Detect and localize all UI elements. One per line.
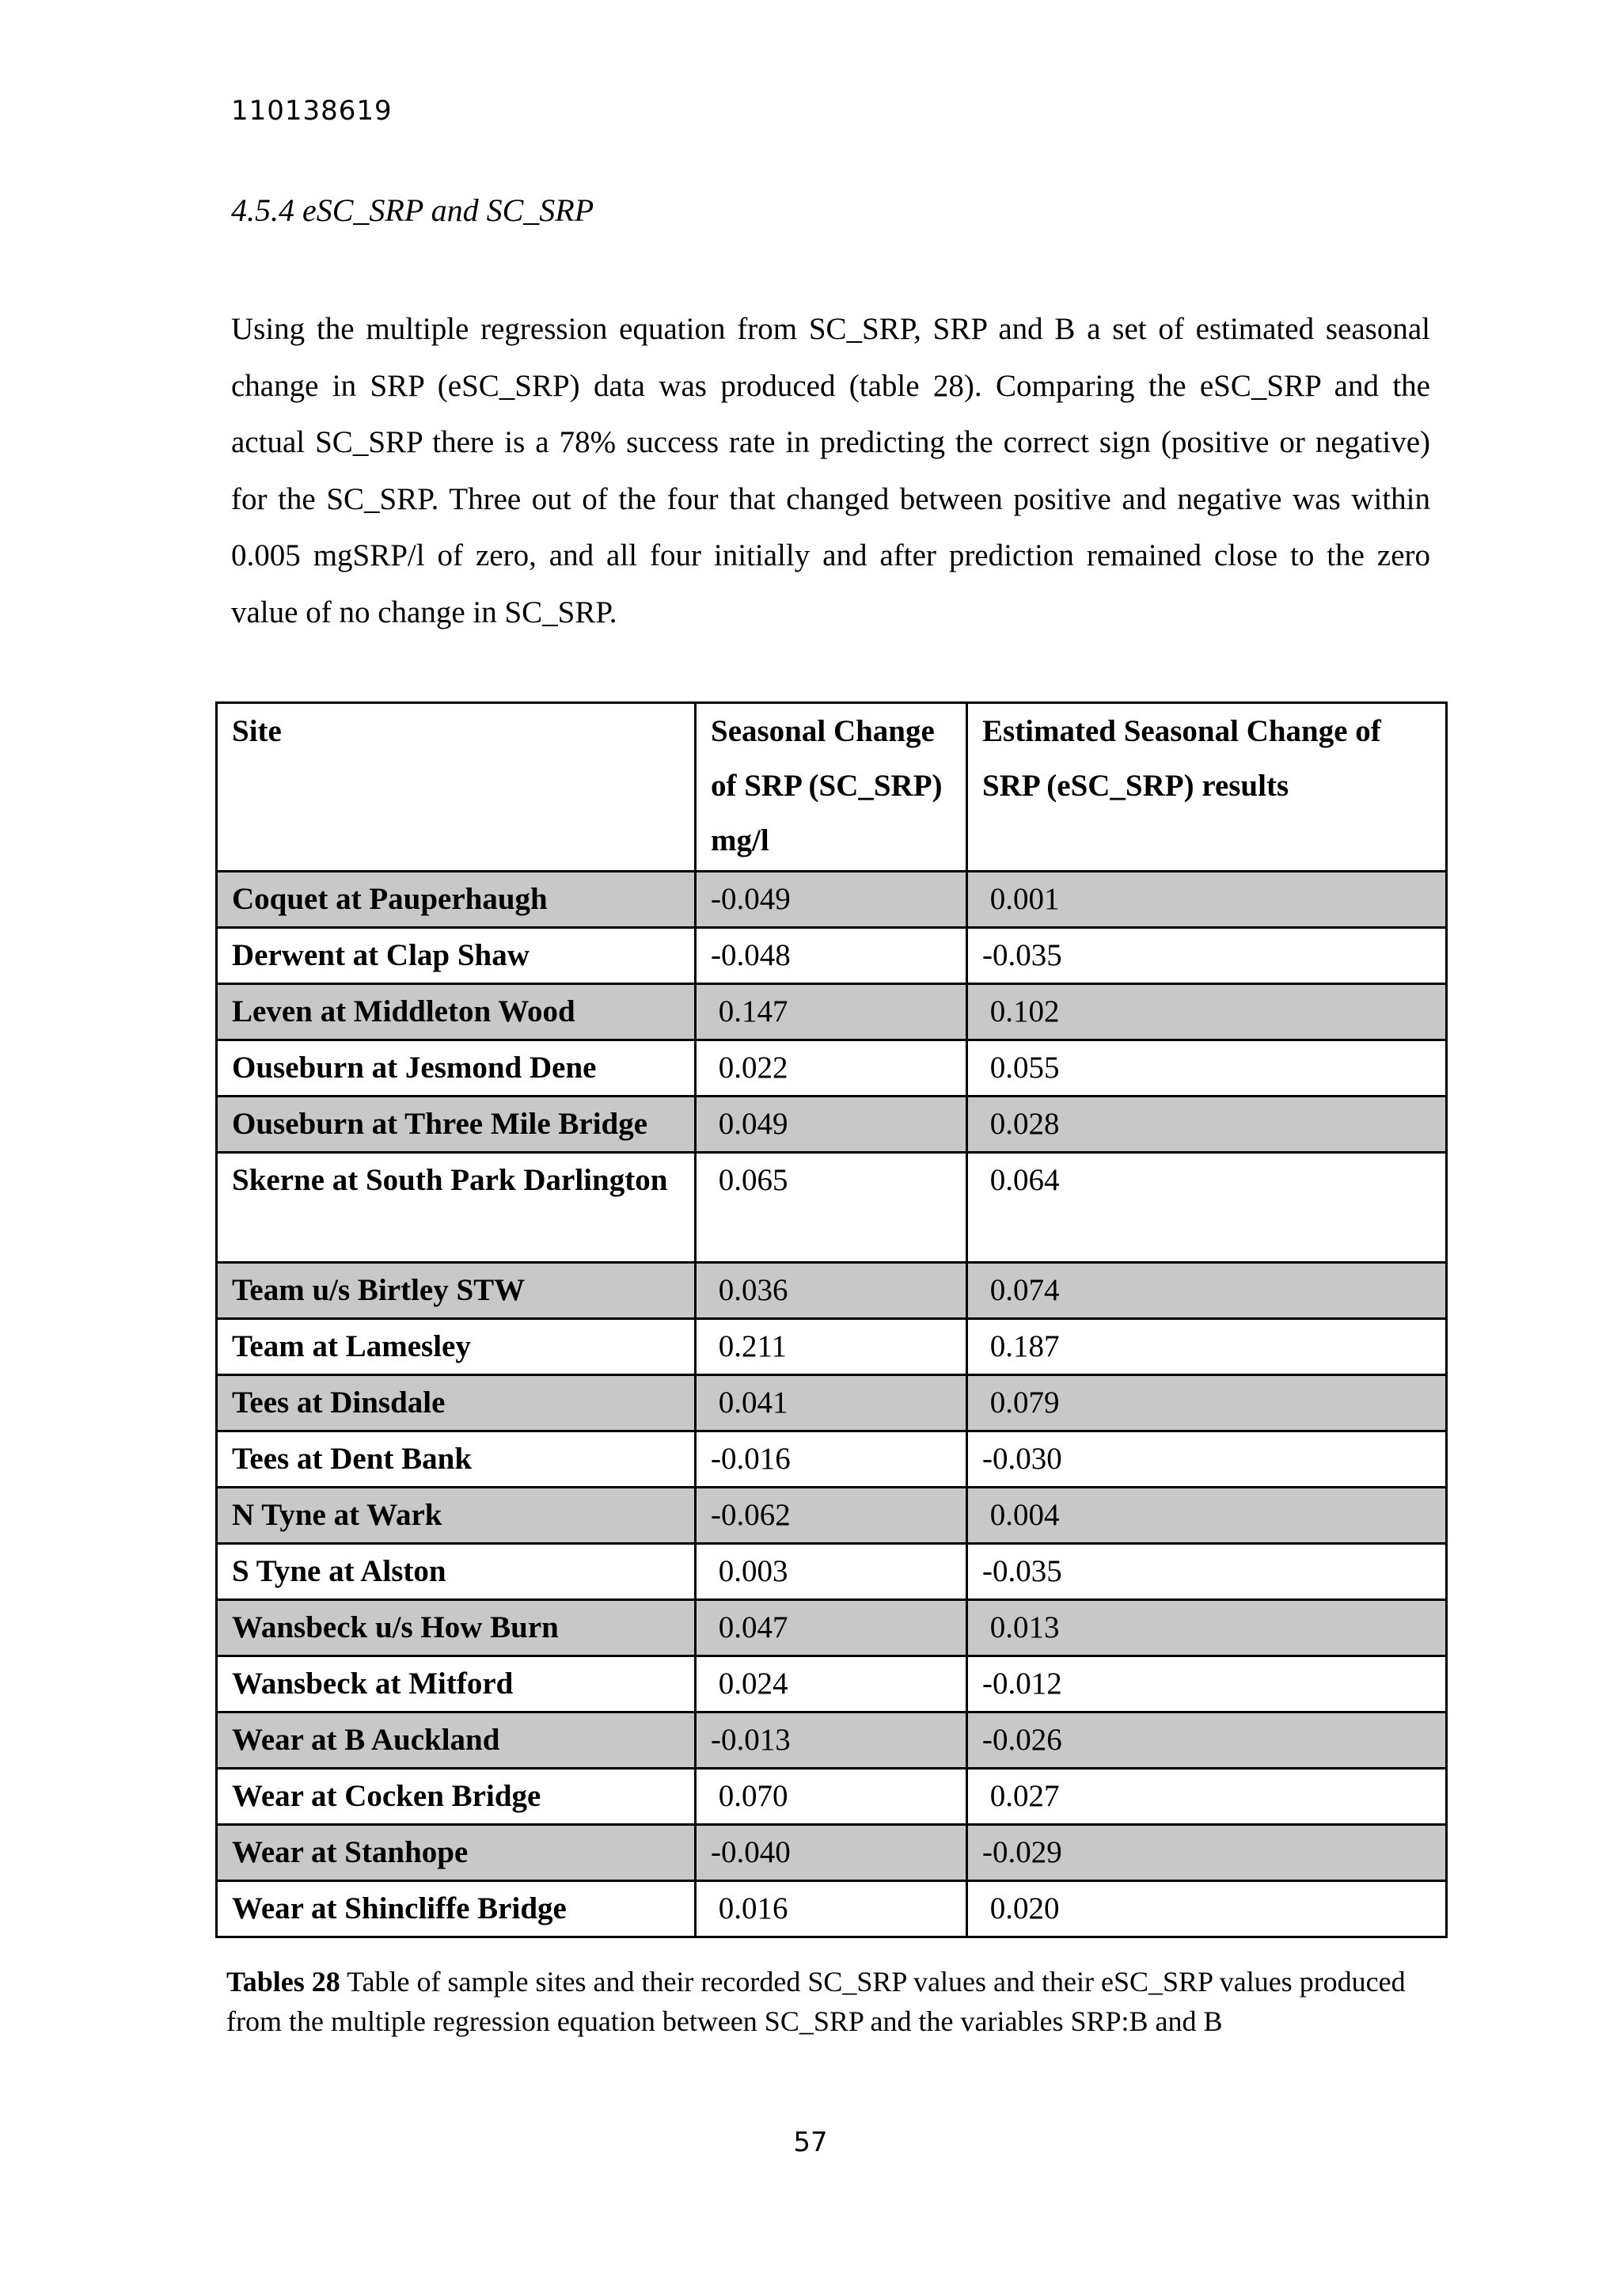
esc-srp-cell: 0.055 [967,1040,1447,1097]
table-row [217,1544,1447,1600]
site-cell: Team at Lamesley [217,1319,696,1375]
results-table [215,701,1448,1938]
esc-srp-cell: 0.074 [967,1263,1447,1319]
table-row [217,1431,1447,1488]
site-cell: Tees at Dinsdale [217,1375,696,1431]
esc-srp-cell: -0.035 [967,1544,1447,1600]
site-cell: S Tyne at Alston [217,1544,696,1600]
site-cell: Wansbeck at Mitford [217,1656,696,1712]
site-cell: Wear at Shincliffe Bridge [217,1881,696,1937]
student-id: 110138619 [231,95,393,127]
page-number: 57 [793,2127,828,2158]
sc-srp-cell: -0.016 [696,1431,967,1488]
site-cell: Ouseburn at Three Mile Bridge [217,1097,696,1153]
table-row [217,1375,1447,1431]
table-row [217,1656,1447,1712]
site-cell: Coquet at Pauperhaugh [217,872,696,928]
table-row [217,1825,1447,1881]
esc-srp-cell: 0.020 [967,1881,1447,1937]
sc-srp-cell: -0.040 [696,1825,967,1881]
sc-srp-cell: 0.047 [696,1600,967,1656]
sc-srp-cell: -0.049 [696,872,967,928]
esc-srp-cell: -0.035 [967,928,1447,984]
esc-srp-cell: 0.064 [967,1153,1447,1263]
sc-srp-cell: 0.049 [696,1097,967,1153]
sc-srp-cell: 0.070 [696,1769,967,1825]
esc-srp-cell: -0.029 [967,1825,1447,1881]
sc-srp-cell: -0.048 [696,928,967,984]
table-row [217,928,1447,984]
sc-srp-cell: -0.013 [696,1712,967,1769]
section-title: 4.5.4 eSC_SRP and SC_SRP [231,192,594,228]
site-cell: Derwent at Clap Shaw [217,928,696,984]
sc-srp-cell: 0.022 [696,1040,967,1097]
esc-srp-cell: -0.012 [967,1656,1447,1712]
sc-srp-cell: 0.041 [696,1375,967,1431]
table-caption [226,1962,1445,2041]
sc-srp-cell: 0.016 [696,1881,967,1937]
site-cell: Wear at Stanhope [217,1825,696,1881]
site-cell: Tees at Dent Bank [217,1431,696,1488]
esc-srp-cell: -0.030 [967,1431,1447,1488]
sc-srp-cell: 0.036 [696,1263,967,1319]
table-row [217,1881,1447,1937]
site-cell: Wansbeck u/s How Burn [217,1600,696,1656]
table-row [217,1097,1447,1153]
esc-srp-cell: -0.026 [967,1712,1447,1769]
table-row [217,1040,1447,1097]
sc-srp-cell: 0.024 [696,1656,967,1712]
sc-srp-cell: -0.062 [696,1488,967,1544]
table-row [217,1153,1447,1263]
table-row [217,1600,1447,1656]
site-cell: Wear at B Auckland [217,1712,696,1769]
caption-text: Table of sample sites and their recorded SC_SRP values and their eSC_SRP values produced from the multiple regression equation between SC_SRP and the variables SRP:B and B [226,1966,1406,2037]
sc-srp-cell: 0.147 [696,984,967,1040]
esc-srp-cell: 0.027 [967,1769,1447,1825]
table-body [217,872,1447,1937]
esc-srp-cell: 0.079 [967,1375,1447,1431]
header-sc-srp: Seasonal Change of SRP (SC_SRP) mg/l [696,703,967,872]
esc-srp-cell: 0.102 [967,984,1447,1040]
header-esc-srp: Estimated Seasonal Change of SRP (eSC_SRP) results [967,703,1447,872]
esc-srp-cell: 0.028 [967,1097,1447,1153]
table-row [217,1319,1447,1375]
header-site: Site [217,703,696,872]
table-row [217,984,1447,1040]
table-row [217,1488,1447,1544]
site-cell: Skerne at South Park Darlington [217,1153,696,1263]
table-row [217,1769,1447,1825]
body-paragraph: Using the multiple regression equation from SC_SRP, SRP and B a set of estimated seasonal change in SRP (eSC_SRP) data was produced (table 28). Comparing the eSC_SRP and the actual SC_SRP there is a 78% success rate in predicting the correct sign (positive or negative) for the SC_SRP. Three out of the four that changed between positive and negative was within 0.005 mgSRP/l of zero, and all four initially and after prediction remained close to the zero value of no change in SC_SRP. [231,312,1430,629]
caption-label: Tables 28 [226,1966,340,1998]
table-header-row [217,703,1447,872]
esc-srp-cell: 0.013 [967,1600,1447,1656]
table-row [217,1712,1447,1769]
esc-srp-cell: 0.187 [967,1319,1447,1375]
site-cell: Ouseburn at Jesmond Dene [217,1040,696,1097]
esc-srp-cell: 0.004 [967,1488,1447,1544]
sc-srp-cell: 0.003 [696,1544,967,1600]
site-cell: Team u/s Birtley STW [217,1263,696,1319]
sc-srp-cell: 0.065 [696,1153,967,1263]
site-cell: Wear at Cocken Bridge [217,1769,696,1825]
sc-srp-cell: 0.211 [696,1319,967,1375]
site-cell: Leven at Middleton Wood [217,984,696,1040]
esc-srp-cell: 0.001 [967,872,1447,928]
site-cell: N Tyne at Wark [217,1488,696,1544]
table-row [217,1263,1447,1319]
table-row [217,872,1447,928]
